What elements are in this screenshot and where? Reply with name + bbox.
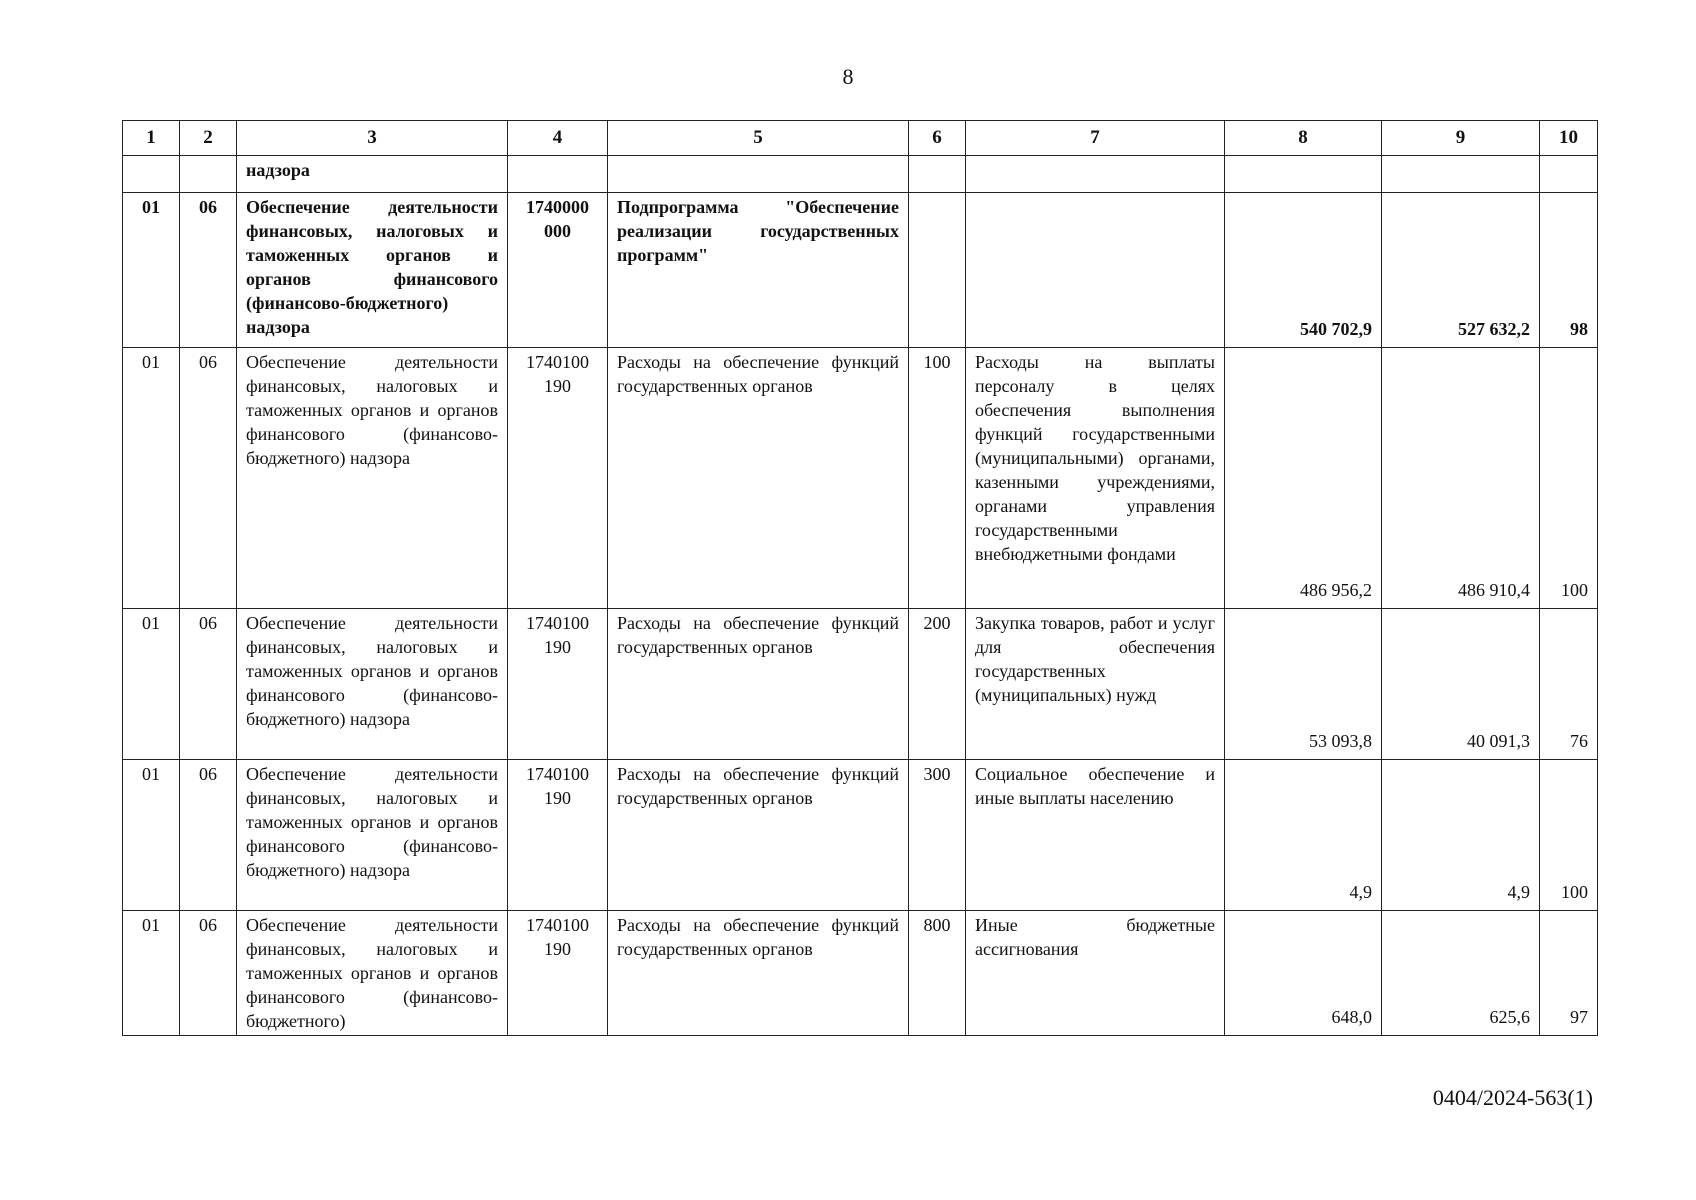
target-article-name: Подпрограмма "Обеспечение реализации государственных программ"	[608, 193, 909, 348]
table-row	[123, 609, 1598, 760]
header-cell-10: 10	[1540, 121, 1598, 156]
section-name: Обеспечение деятельности финансовых, налоговых и таможенных органов и органов финансового (финансово-бюджетного) надзора	[237, 193, 508, 348]
execution-percent: 76	[1540, 609, 1598, 760]
header-cell-6: 6	[909, 121, 966, 156]
continuation-text: надзора	[237, 156, 508, 193]
section-name: Обеспечение деятельности финансовых, налоговых и таможенных органов и органов финансового (финансово-бюджетного)	[237, 911, 508, 1036]
section-code: 01	[123, 911, 180, 1036]
page-number: 8	[842, 64, 854, 89]
target-article-code: 1740100 190	[508, 760, 608, 911]
header-cell-7: 7	[966, 121, 1225, 156]
cell-empty	[909, 156, 966, 193]
cell-empty	[123, 156, 180, 193]
subsection-code: 06	[180, 348, 237, 609]
subprogram-row	[123, 193, 1598, 348]
expense-type-name: Социальное обеспечение и иные выплаты населению	[966, 760, 1225, 911]
section-code: 01	[123, 760, 180, 911]
header-cell-4: 4	[508, 121, 608, 156]
section-name: Обеспечение деятельности финансовых, налоговых и таможенных органов и органов финансового (финансово-бюджетного) надзора	[237, 609, 508, 760]
header-cell-3: 3	[237, 121, 508, 156]
execution-percent: 100	[1540, 760, 1598, 911]
planned-amount: 648,0	[1225, 911, 1382, 1036]
cell-empty	[966, 156, 1225, 193]
expense-type-name: Закупка товаров, работ и услуг для обеспечения государственных (муниципальных) нужд	[966, 609, 1225, 760]
executed-amount: 527 632,2	[1382, 193, 1540, 348]
expense-type-name	[966, 193, 1225, 348]
expense-type-name: Иные бюджетные ассигнования	[966, 911, 1225, 1036]
target-article-name: Расходы на обеспечение функций государственных органов	[608, 348, 909, 609]
planned-amount: 486 956,2	[1225, 348, 1382, 609]
expense-type-code: 800	[909, 911, 966, 1036]
target-article-code: 1740100 190	[508, 348, 608, 609]
executed-amount: 4,9	[1382, 760, 1540, 911]
cell-empty	[1382, 156, 1540, 193]
table-row	[123, 911, 1598, 1036]
executed-amount: 40 091,3	[1382, 609, 1540, 760]
target-article-name: Расходы на обеспечение функций государственных органов	[608, 911, 909, 1036]
cell-empty	[608, 156, 909, 193]
execution-percent: 98	[1540, 193, 1598, 348]
expense-type-code: 300	[909, 760, 966, 911]
target-article-code: 1740100 190	[508, 911, 608, 1036]
target-article-name: Расходы на обеспечение функций государственных органов	[608, 760, 909, 911]
section-code: 01	[123, 193, 180, 348]
execution-percent: 97	[1540, 911, 1598, 1036]
subsection-code: 06	[180, 911, 237, 1036]
target-article-code: 1740000 000	[508, 193, 608, 348]
execution-percent: 100	[1540, 348, 1598, 609]
subsection-code: 06	[180, 609, 237, 760]
table-row	[123, 348, 1598, 609]
continuation-row	[123, 156, 1598, 193]
section-code: 01	[123, 348, 180, 609]
expense-type-code	[909, 193, 966, 348]
subsection-code: 06	[180, 760, 237, 911]
header-row	[123, 121, 1598, 156]
header-cell-2: 2	[180, 121, 237, 156]
header-cell-9: 9	[1382, 121, 1540, 156]
planned-amount: 4,9	[1225, 760, 1382, 911]
header-cell-5: 5	[608, 121, 909, 156]
planned-amount: 53 093,8	[1225, 609, 1382, 760]
cell-empty	[1540, 156, 1598, 193]
section-name: Обеспечение деятельности финансовых, налоговых и таможенных органов и органов финансового (финансово-бюджетного) надзора	[237, 760, 508, 911]
expense-type-code: 200	[909, 609, 966, 760]
header-cell-8: 8	[1225, 121, 1382, 156]
header-cell-1: 1	[123, 121, 180, 156]
planned-amount: 540 702,9	[1225, 193, 1382, 348]
executed-amount: 625,6	[1382, 911, 1540, 1036]
cell-empty	[180, 156, 237, 193]
target-article-name: Расходы на обеспечение функций государственных органов	[608, 609, 909, 760]
cell-empty	[1225, 156, 1382, 193]
expense-type-name: Расходы на выплаты персоналу в целях обеспечения выполнения функций государственными (муниципальными) органами, казенными учреждениями, органами управления государственными внебюджетными фондами	[966, 348, 1225, 609]
section-name: Обеспечение деятельности финансовых, налоговых и таможенных органов и органов финансового (финансово-бюджетного) надзора	[237, 348, 508, 609]
target-article-code: 1740100 190	[508, 609, 608, 760]
table-row	[123, 760, 1598, 911]
budget-table	[122, 120, 1598, 1036]
cell-empty	[508, 156, 608, 193]
expense-type-code: 100	[909, 348, 966, 609]
section-code: 01	[123, 609, 180, 760]
executed-amount: 486 910,4	[1382, 348, 1540, 609]
document-code: 0404/2024-563(1)	[1432, 1085, 1593, 1110]
subsection-code: 06	[180, 193, 237, 348]
